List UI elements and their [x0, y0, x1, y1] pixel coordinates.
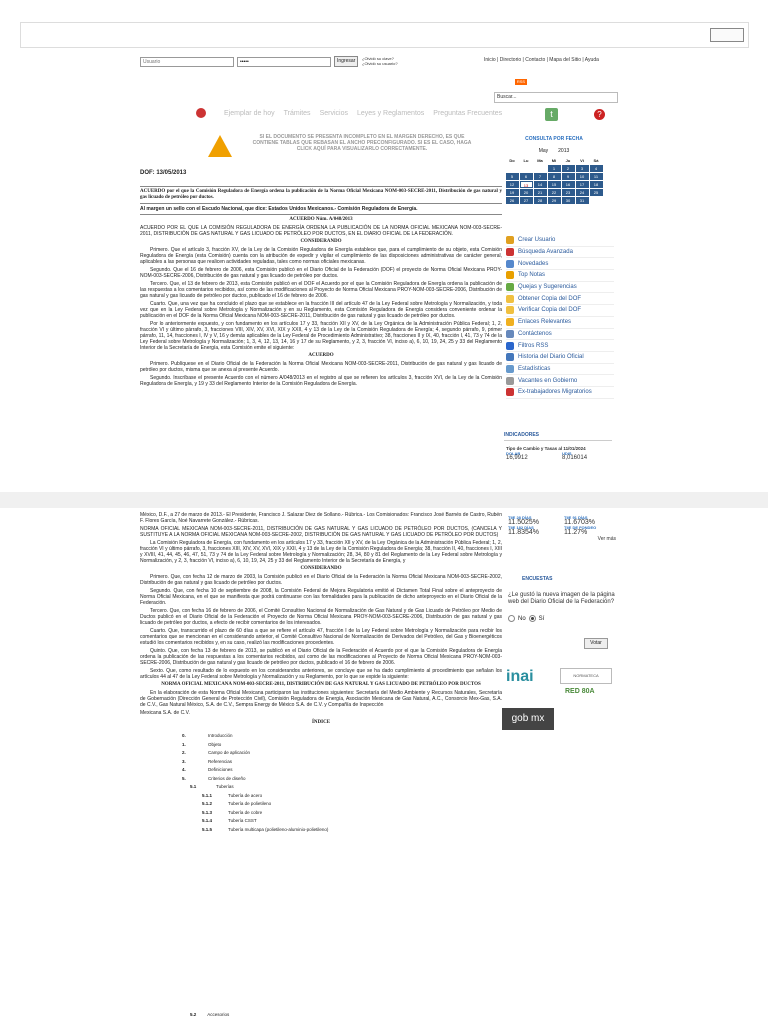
- intro: ACUERDO POR EL QUE LA COMISIÓN REGULADORA DE ENERGÍA ORDENA LA PUBLICACIÓN DE LA NORMA OFICIAL MEXICANA NOM-003-SECRE-2011, DISTRIBUCIÓN DE GAS NATURAL Y GAS LICUADO DE PETRÓLEO POR DUCTOS, EN EL DIARIO OFICIAL DE LA FEDERACIÓN.: [140, 225, 502, 237]
- tiie-box: [508, 515, 616, 542]
- nav-servicios[interactable]: Servicios: [319, 110, 348, 117]
- calendar-day[interactable]: 14: [534, 181, 547, 188]
- forgot-user-link[interactable]: ¿Olvidó su usuario?: [362, 61, 398, 66]
- menu-item-icon: [506, 260, 514, 268]
- toc-number: 5.: [182, 775, 186, 781]
- toc-label: Tuberías: [216, 784, 234, 789]
- firma: México, D.F., a 27 de marzo de 2013.- El Presidente, Francisco J. Salazar Diez de Sollano.- Rúbrica.- Los Comisionados: Francisco José Barnés de Castro, Rubén F. Flores García, Noé Navarrete González.- Rúbricas.: [140, 512, 502, 524]
- menu-item-label: Vacantes en Gobierno: [518, 377, 578, 384]
- toc-label: Definiciones: [208, 767, 233, 772]
- encuesta-options: [508, 615, 544, 622]
- paragraph: La Comisión Reguladora de Energía, con fundamento en los artículos 17 y 33, fracción XII y XV, de la Ley Orgánica de la Administración Pública Federal; 1, 2, fracción VI y último párrafo, 3, fracciones XIII, XIV, XV, XVI, XIX y XXII, 4 y 13 de la Ley de la Comisión Reguladora de Energía; 38, fracción II, 40, fracciones I, XIII y XVIII, 41, 44, 45, 46, 47, 51, 73 y 74 de la Ley Federal sobre Metrología y Normalización; 28, 34, 80 y 81 del Reglamento de la Ley Federal sobre Metrología y Normalización, y 2, 3, fracción VI, inciso a), 6, 10, 19, 24, 25 y 33 del Reglamento Interior de la Secretaría de Energía, y: [140, 540, 502, 564]
- rss-badge[interactable]: RSS: [516, 79, 526, 84]
- toc-number: 0.: [182, 733, 186, 738]
- udis-label: UDIS: [562, 451, 572, 456]
- toc-continued: [190, 1010, 229, 1019]
- calendar-day[interactable]: 26: [506, 197, 519, 204]
- side-menu-item[interactable]: [506, 375, 614, 387]
- indicadores-title: INDICADORES: [504, 432, 612, 441]
- calendar-day[interactable]: 22: [548, 189, 561, 196]
- menu-item-icon: [506, 353, 514, 361]
- calendar-day[interactable]: 13: [520, 181, 533, 188]
- menu-item-icon: [506, 377, 514, 385]
- home-icon[interactable]: [196, 108, 206, 118]
- calendar-day[interactable]: 3: [576, 165, 589, 172]
- calendar-day-header: Lu: [523, 158, 529, 163]
- menu-item-icon: [506, 330, 514, 338]
- paragraph: Primero. Que el artículo 3, fracción XV, de la Ley de la Comisión Reguladora de Energía establece que, para el cumplimiento de su objeto, esta Comisión Reguladora de Energía (esta Comisión) cuenta con la atribución de expedir y vigilar el cumplimiento de las disposiciones administrativas de carácter general, aplicables a las personas que realicen actividades reguladas, tales como normas oficiales mexicanas.: [140, 247, 502, 265]
- paragraph: Tercero. Que, el 13 de febrero de 2013, esta Comisión publicó en el DOF el Acuerdo por el que la Comisión Reguladora de Energía ordena la publicación de las respuestas a los comentarios recibidos, así como de las modificaciones al Proyecto de Norma Oficial Mexicana PROY-NOM-003-SECRE-2006, Distribución de gas natural y gas licuado de petróleo por ductos, publicado el 16 de febrero de 2006.: [140, 281, 502, 299]
- tiie182-label: TIIE 182 DÍAS: [508, 525, 534, 530]
- menu-item-label: Historia del Diario Oficial: [518, 354, 584, 361]
- toc-item: [140, 826, 502, 835]
- paragraph: Primero. Que, con fecha 12 de marzo de 2003, la Comisión publicó en el Diario Oficial de la Federación la Norma Oficial Mexicana NOM-003-SECRE-2002, Distribución de gas natural y gas licuado de petróleo por ductos.: [140, 574, 502, 586]
- side-menu-item[interactable]: [506, 293, 614, 305]
- menu-item-label: Obtener Copia del DOF: [518, 295, 582, 302]
- menu-item-icon: [506, 365, 514, 373]
- acuerdo-heading: ACUERDO: [308, 353, 334, 358]
- menu-item-icon: [506, 236, 514, 244]
- calendar-day[interactable]: 7: [534, 173, 547, 180]
- radio-si[interactable]: [529, 615, 536, 622]
- calendar-day-header: Do: [509, 158, 515, 163]
- toc-label: Tubería de acero: [228, 792, 263, 798]
- toc-item: [140, 809, 502, 818]
- paragraph: Cuarto. Que, transcurrido el plazo de 60 días a que se refiere el artículo 47, fracción I de la Ley Federal sobre Metrología y Normalización para recibir los comentarios que se mencionan en el considerando anterior, el Comité Consultivo Nacional de Normalización de Derivados del Petróleo, del Gas y Bioenergéticos estudió los comentarios recibidos y, en su caso, realizó las modificaciones procedentes.: [140, 628, 502, 646]
- calendar-day[interactable]: 12: [506, 181, 519, 188]
- side-menu-item[interactable]: [506, 270, 614, 282]
- toc-item: [140, 783, 502, 792]
- menu-item-icon: [506, 283, 514, 291]
- calendar-day-header: Mi: [551, 158, 557, 163]
- paragraph: Mexicana S.A. de C.V.: [140, 710, 190, 716]
- calendar-title: CONSULTA POR FECHA: [525, 136, 583, 142]
- toc-item: [140, 792, 502, 801]
- nav-leyes[interactable]: Leyes y Reglamentos: [356, 110, 425, 117]
- calendar-day[interactable]: 4: [590, 165, 603, 172]
- toc-item: [140, 758, 502, 767]
- side-menu: [506, 235, 614, 399]
- side-menu-item[interactable]: [506, 282, 614, 294]
- side-menu-item[interactable]: [506, 387, 614, 399]
- paragraph: Sexto. Que, como resultado de lo expuesto en los considerandos anteriores, se concluye que se ha dado cumplimiento al procedimiento que señalan los artículos 44 al 47 de la Ley Federal sobre Metrología y Normalización y su Reglamento, por lo que se expide la siguiente:: [140, 668, 502, 680]
- twitter-icon[interactable]: t: [545, 108, 558, 121]
- password-input[interactable]: [237, 57, 331, 67]
- side-menu-item[interactable]: [506, 235, 614, 247]
- menu-item-label: Estadísticas: [518, 365, 551, 372]
- toc-item: [140, 817, 502, 826]
- side-menu-item[interactable]: [506, 329, 614, 341]
- toc-number: 5.1.5: [202, 826, 213, 832]
- menu-item-icon: [506, 318, 514, 326]
- radio-si-label: Sí: [538, 615, 545, 622]
- acuerdo-num: ACUERDO Núm. A/048/2013: [289, 217, 353, 222]
- calendar-day[interactable]: 21: [534, 189, 547, 196]
- toc-number: 1.: [182, 741, 186, 747]
- top-links[interactable]: Inicio | Directorio | Contacto | Mapa del Sitio | Ayuda: [484, 57, 599, 63]
- ver-mas-link[interactable]: Ver más: [597, 536, 616, 542]
- toc-label: Tubería de cobre: [228, 809, 263, 815]
- toc-item: [140, 775, 502, 784]
- calendar-grid: [502, 157, 606, 204]
- tiie182-value: 11.8354%: [508, 529, 540, 536]
- dof-date: DOF: 13/05/2013: [140, 170, 187, 176]
- calendar-day-header: Ju: [565, 158, 571, 163]
- calendar-day[interactable]: 19: [506, 189, 519, 196]
- calendar-day[interactable]: 29: [548, 197, 561, 204]
- menu-item-label: Contáctenos: [518, 330, 552, 337]
- menu-item-icon: [506, 271, 514, 279]
- forgot-password-link[interactable]: ¿Olvidó su clave?: [362, 56, 394, 61]
- menu-item-label: Enlaces Relevantes: [518, 319, 572, 326]
- radio-no-label: No: [518, 615, 526, 622]
- calendar-day[interactable]: 16: [562, 181, 575, 188]
- menu-item-icon: [506, 306, 514, 314]
- dolar-label: DOLAR: [506, 451, 521, 456]
- side-menu-item[interactable]: [506, 305, 614, 317]
- toc-number: 5.1.3: [202, 809, 213, 815]
- considerando-heading: CONSIDERANDO: [300, 566, 342, 571]
- toc-item: [140, 732, 502, 741]
- red80a-logo[interactable]: RED 80A: [565, 688, 595, 695]
- sello: Al margen un sello con el Escudo Nacional, que dice: Estados Unidos Mexicanos.- Comisión Reguladora de Energía.: [140, 206, 502, 215]
- tiie28-value: 11.5025%: [508, 519, 540, 526]
- login-form: [140, 56, 358, 67]
- paragraph: Por lo anteriormente expuesto, y con fundamento en los artículos 17 y 33, fracción XII y XV, de la Ley Orgánica de la Administración Pública Federal; 1, 2, fracción VI y último párrafo, 3, fracciones VIII, XIV, XV, XVI, XIX y XXII, 4 y 13 de la Ley de la Comisión Reguladora de Energía; 4, segundo párrafo, 9, primer párrafo, 11, 14, fracciones I, IV y V, 16 y demás aplicables de la Ley Federal de Procedimiento Administrativo; 38, fracciones II y IX, 40, fracción I, 41, 73 y 74 de la Ley Federal sobre Metrología y Normalización; 1, 3, 4, 12, 13, 14, 16 y 17 de su Reglamento, y 2, 3, fracción VI, inciso a), 6, 10, 19, 24, 25 y 33 del Reglamento Interior de la Secretaría de Energía, esta Comisión emite el siguiente:: [140, 321, 502, 351]
- toc-item: [140, 766, 502, 775]
- main-nav: [224, 110, 502, 117]
- udis-value: 8,016014: [562, 455, 588, 461]
- year-select[interactable]: 2013: [558, 148, 570, 154]
- paragraph: Primero. Publíquese en el Diario Oficial de la Federación la Norma Oficial Mexicana NOM-003-SECRE-2011, Distribución de gas natural y gas licuado de petróleo por ductos, misma que se anexa al presente Acuerdo.: [140, 361, 502, 373]
- tiie91-label: TIIE 91 DÍAS: [564, 515, 588, 520]
- calendar-day[interactable]: 11: [590, 173, 603, 180]
- address-bar-button[interactable]: [710, 28, 744, 42]
- username-input[interactable]: [140, 57, 234, 67]
- side-menu-item[interactable]: [506, 340, 614, 352]
- considerando-heading: CONSIDERANDO: [300, 239, 342, 244]
- warning-message[interactable]: SI EL DOCUMENTO SE PRESENTA INCOMPLETO EN EL MARGEN DERECHO, ES QUE CONTIENE TABLAS QUE REBASAN EL ANCHO PRECONFIGURADO. SI ES EL CASO, HAGA CLICK AQUÍ PARA VISUALIZARLO CORRECTAMENTE.: [252, 134, 472, 152]
- toc-item: [140, 749, 502, 758]
- side-menu-item[interactable]: [506, 352, 614, 364]
- toc-label: Accesorios: [207, 1012, 230, 1017]
- page-break: [0, 492, 768, 508]
- toc-label: Objeto: [208, 741, 222, 747]
- login-button[interactable]: Ingresar: [334, 56, 358, 67]
- side-menu-item[interactable]: [506, 258, 614, 270]
- paragraph: Quinto. Que, con fecha 13 de febrero de 2013, se publicó en el Diario Oficial de la Federación el Acuerdo por el que la Comisión Reguladora de Energía ordena la publicación de las respuestas a los comentarios recibidos, así como de las modificaciones al Proyecto de Norma Oficial Mexicana PROY-NOM-003-SECRE-2006, Distribución de gas natural y gas licuado de petróleo por ductos, publicado el 16 de febrero de 2006.: [140, 648, 502, 666]
- calendar-day-header: Ma: [537, 158, 543, 163]
- inai-logo[interactable]: inai: [506, 668, 534, 685]
- menu-item-icon: [506, 388, 514, 396]
- tiie28-label: TIIE 28 DÍAS: [508, 515, 532, 520]
- document-title: ACUERDO por el que la Comisión Reguladora de Energía ordena la publicación de la Norma Oficial Mexicana NOM-003-SECRE-2011, Distribución de gas natural y gas licuado de petróleo por ductos.: [140, 186, 502, 204]
- menu-item-icon: [506, 342, 514, 350]
- gobmx-logo[interactable]: gob mx: [502, 708, 554, 730]
- table-of-contents: [140, 732, 502, 834]
- encuesta-question: ¿Le gustó la nueva imagen de la página web del Diario Oficial de la Federación?: [508, 592, 615, 605]
- normateca-logo[interactable]: NORMATECA: [560, 668, 612, 684]
- tiief-label: TIIE DE FONDEO: [564, 525, 597, 530]
- calendar-day[interactable]: 1: [548, 165, 561, 172]
- toc-number: 5.1.2: [202, 801, 213, 806]
- toc-label: Campo de aplicación: [208, 750, 251, 755]
- calendar-day[interactable]: 23: [562, 189, 575, 196]
- indicadores-box: [506, 446, 614, 461]
- month-select[interactable]: May: [538, 148, 549, 154]
- paragraph: Cuarto. Que, una vez que ha concluido el plazo que se establece en la fracción III del artículo 47 de la Ley Federal sobre Metrología y Normalización, y toda vez que en la Ley Federal sobre Metrología y Normalización y en su Reglamento, esta Comisión Reguladora de Energía considera conveniente ordenar la publicación en el DOF de la Norma Oficial Mexicana NOM-003-SECRE-2011, Distribución de gas natural y gas licuado de petróleo por ductos.: [140, 301, 502, 319]
- toc-number: 5.2: [190, 1012, 197, 1017]
- encuestas-title: ENCUESTAS: [522, 576, 553, 582]
- menu-item-icon: [506, 295, 514, 303]
- norma-title: NORMA OFICIAL MEXICANA NOM-003-SECRE-2011, DISTRIBUCIÓN DE GAS NATURAL Y GAS LICUADO DE PETRÓLEO POR DUCTOS: [161, 682, 481, 687]
- toc-number: 5.1.1: [202, 792, 213, 798]
- browser-address-bar[interactable]: [20, 22, 749, 48]
- dolar-value: 16,9912: [506, 455, 528, 461]
- help-icon[interactable]: ?: [594, 109, 605, 120]
- calendar-day[interactable]: 17: [576, 181, 589, 188]
- calendar-day[interactable]: 25: [590, 189, 603, 196]
- calendar-day-header: Vi: [580, 158, 584, 163]
- menu-item-label: Búsqueda Avanzada: [518, 249, 573, 256]
- side-menu-item[interactable]: [506, 317, 614, 329]
- document-body-continued: [140, 512, 502, 834]
- toc-label: Tubería multicapa (polietileno-aluminio-polietileno): [228, 826, 329, 832]
- menu-item-label: Top Notas: [518, 272, 546, 279]
- toc-label: Introducción: [208, 733, 233, 738]
- calendar-day: [520, 165, 533, 172]
- warning-icon: [208, 135, 232, 157]
- calendar-day[interactable]: 6: [520, 173, 533, 180]
- calendar-day[interactable]: 30: [562, 197, 575, 204]
- toc-label: Tubería CSST: [228, 818, 257, 823]
- calendar-day[interactable]: 10: [576, 173, 589, 180]
- paragraph: Segundo. Que, con fecha 10 de septiembre de 2008, la Comisión Federal de Mejora Regulatoria emitió el Dictamen Total Final sobre el anteproyecto de Norma Oficial Mexicana, en el que se manifiesta que podrá continuarse con las formalidades para la publicación de dicho anteproyecto en el Diario Oficial de la Federación.: [140, 588, 502, 606]
- paragraph: En la elaboración de esta Norma Oficial Mexicana participaron las instituciones siguientes: Secretaría del Medio Ambiente y Recursos Naturales, Secretaría de Gobernación (Dirección General de Protección Civil), Comisión Reguladora de Energía, Asociación Mexicana de Gas Natural, A.C., Consorcio Mex-Gas, S.A. de C.V., Gas Natural México, S.A. de C.V., Sempra Energy de México S.A. de C.V. y Compañía de Inspección: [140, 690, 502, 708]
- calendar-day[interactable]: 20: [520, 189, 533, 196]
- calendar-day[interactable]: 5: [506, 173, 519, 180]
- toc-number: 3.: [182, 758, 186, 764]
- paragraph: Tercero. Que, con fecha 16 de febrero de 2006, el Comité Consultivo Nacional de Normalización de Gas Natural y de Gas Licuado de Petróleo por Medio de Ductos publicó en el Diario Oficial de la Federación el Proyecto de Norma Oficial Mexicana PROY-NOM-003-SECRE-2006, Distribución de gas natural y gas licuado de petróleo por ductos, a efecto de recibir comentarios de los interesados.: [140, 608, 502, 626]
- search-input[interactable]: Buscar...: [494, 92, 618, 103]
- nav-preguntas[interactable]: Preguntas Frecuentes: [433, 110, 503, 117]
- toc-label: Criterios de diseño: [208, 775, 246, 781]
- login-links: [362, 56, 398, 66]
- menu-item-label: Verificar Copia del DOF: [518, 307, 582, 314]
- calendar-day[interactable]: 24: [576, 189, 589, 196]
- votar-button[interactable]: Votar: [584, 638, 608, 649]
- calendar-day: [506, 165, 519, 172]
- menu-item-label: Ex-trabajadores Migratorios: [518, 389, 592, 396]
- tiief-value: 11.27%: [564, 529, 588, 536]
- paragraph: Segundo. Inscríbase el presente Acuerdo con el número A/048/2013 en el registro al que se refieren los artículos 3, fracción XVI, de la Ley de la Comisión Reguladora de Energía, y 19 y 33 del Reglamento Interior de la Comisión Reguladora de Energía.: [140, 375, 502, 387]
- toc-label: Referencias: [208, 758, 233, 764]
- tipo-cambio: Tipo de Cambio y Tasas al 11/01/2024: [506, 446, 586, 451]
- indice-heading: ÍNDICE: [311, 720, 331, 725]
- calendar-day[interactable]: 31: [576, 197, 589, 204]
- tiie91-value: 11.6703%: [564, 519, 596, 526]
- calendar-day[interactable]: 2: [562, 165, 575, 172]
- nav-ejemplar[interactable]: Ejemplar de hoy: [224, 110, 275, 117]
- toc-number: 5.1: [190, 784, 197, 789]
- toc-number: 4.: [182, 767, 186, 772]
- toc-number: 2.: [182, 750, 186, 755]
- norma-intro: NORMA OFICIAL MEXICANA NOM-003-SECRE-2011, DISTRIBUCIÓN DE GAS NATURAL Y GAS LICUADO DE PETRÓLEO POR DUCTOS, (CANCELA Y SUSTITUYE A LA NORMA OFICIAL MEXICANA NOM-003-SECRE-2002, DISTRIBUCIÓN DE GAS NATURAL Y GAS LICUADO DE PETRÓLEO POR DUCTOS): [140, 526, 502, 538]
- toc-item: [140, 800, 502, 809]
- calendar-day[interactable]: 18: [590, 181, 603, 188]
- side-menu-item[interactable]: [506, 247, 614, 259]
- calendar-day[interactable]: 15: [548, 181, 561, 188]
- menu-item-label: Crear Usuario: [518, 237, 556, 244]
- document-body: [140, 170, 502, 389]
- calendar-day[interactable]: 9: [562, 173, 575, 180]
- menu-item-label: Quejas y Sugerencias: [518, 284, 577, 291]
- calendar-day[interactable]: 8: [548, 173, 561, 180]
- radio-no[interactable]: [508, 615, 515, 622]
- calendar-day[interactable]: 27: [520, 197, 533, 204]
- calendar-day[interactable]: 28: [534, 197, 547, 204]
- side-menu-item[interactable]: [506, 364, 614, 376]
- toc-item: [140, 741, 502, 750]
- calendar: [502, 136, 606, 204]
- toc-number: 5.1.4: [202, 818, 213, 823]
- menu-item-icon: [506, 248, 514, 256]
- paragraph: Segundo. Que el 16 de febrero de 2006, esta Comisión publicó en el Diario Oficial de la Federación (DOF) el proyecto de Norma Oficial Mexicana PROY-NOM-003-SECRE-2006, Distribución de gas natural y gas licuado de petróleo por ductos.: [140, 267, 502, 279]
- nav-tramites[interactable]: Trámites: [283, 110, 311, 117]
- calendar-day: [534, 165, 547, 172]
- calendar-day-header: Sá: [593, 158, 599, 163]
- toc-label: Tubería de polietileno: [228, 801, 272, 806]
- menu-item-label: Filtros RSS: [518, 342, 549, 349]
- calendar-day: [590, 197, 603, 204]
- menu-item-label: Novedades: [518, 260, 549, 267]
